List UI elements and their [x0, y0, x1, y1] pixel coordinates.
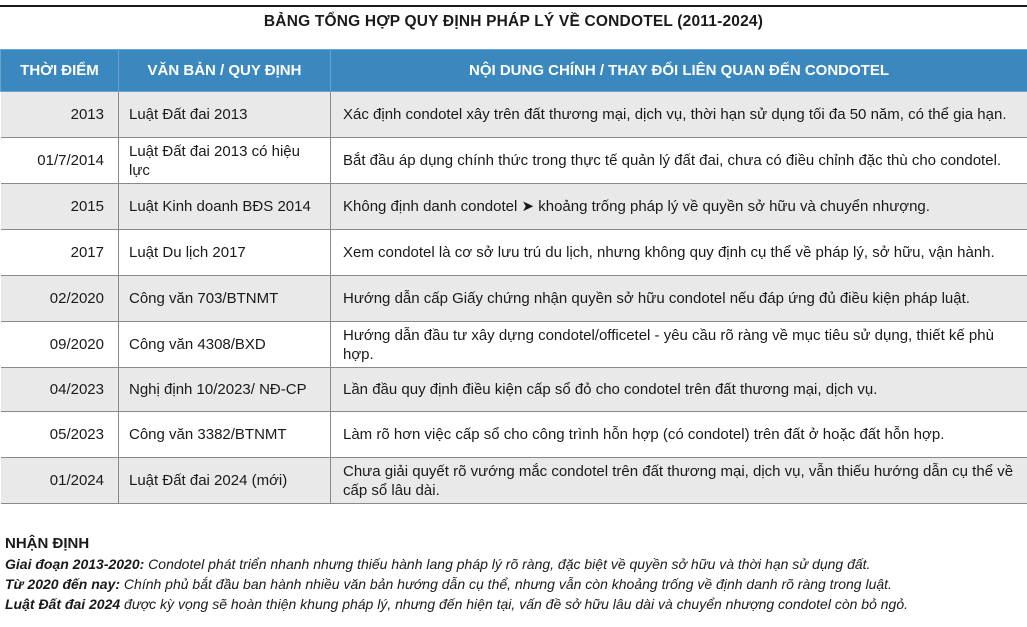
row-content: Xác định condotel xây trên đất thương mại, dịch vụ, thời hạn sử dụng tối đa 50 năm, có thể gia hạn. — [331, 92, 1027, 138]
row-document: Nghị định 10/2023/ NĐ-CP — [119, 368, 331, 412]
arrow-icon: ➤ — [521, 198, 535, 215]
row-time: 2015 — [1, 184, 119, 230]
row-document: Công văn 703/BTNMT — [119, 276, 331, 322]
row-content: Chưa giải quyết rõ vướng mắc condotel trên đất thương mại, dịch vụ, vẫn thiếu hướng dẫn cụ thể về cấp sổ lâu dài. — [331, 458, 1027, 504]
assessment-label: Từ 2020 đến nay: — [5, 576, 121, 592]
table-row — [1, 230, 1027, 276]
header-document: VĂN BẢN / QUY ĐỊNH — [119, 50, 331, 92]
assessment-text: Chính phủ bắt đầu ban hành nhiều văn bản hướng dẫn cụ thể, nhưng vẫn còn khoảng trống về định danh rõ ràng trong luật. — [120, 576, 892, 592]
table-row — [1, 458, 1027, 504]
row-content — [331, 184, 1027, 230]
table-row — [1, 138, 1027, 184]
table-row — [1, 412, 1027, 458]
row-time: 09/2020 — [1, 322, 119, 368]
content-part: khoảng trống pháp lý về quyền sở hữu và chuyển nhượng. — [538, 198, 930, 215]
top-rule — [0, 5, 1027, 7]
row-time: 02/2020 — [1, 276, 119, 322]
row-content: Hướng dẫn đầu tư xây dựng condotel/officetel - yêu cầu rõ ràng về mục tiêu sử dụng, thiết kế phù hợp. — [331, 322, 1027, 368]
table-row — [1, 368, 1027, 412]
table-header-row — [1, 50, 1027, 92]
table-row — [1, 322, 1027, 368]
regulation-table — [0, 49, 1027, 504]
row-document: Công văn 4308/BXD — [119, 322, 331, 368]
table-row — [1, 184, 1027, 230]
assessment-item — [5, 574, 1025, 594]
row-time: 05/2023 — [1, 412, 119, 458]
row-content: Lần đầu quy định điều kiện cấp sổ đỏ cho condotel trên đất thương mại, dịch vụ. — [331, 368, 1027, 412]
row-time: 04/2023 — [1, 368, 119, 412]
row-document: Luật Đất đai 2024 (mới) — [119, 458, 331, 504]
assessment-text: Condotel phát triển nhanh nhưng thiếu hành lang pháp lý rõ ràng, đặc biệt về quyền sở hữu và thời hạn sử dụng đất. — [144, 556, 871, 572]
assessment-text: được kỳ vọng sẽ hoàn thiện khung pháp lý, nhưng đến hiện tại, vấn đề sở hữu lâu dài và chuyển nhượng condotel còn bỏ ngỏ. — [120, 596, 909, 612]
assessment-section — [5, 535, 1025, 614]
row-document: Luật Đất đai 2013 — [119, 92, 331, 138]
row-content: Xem condotel là cơ sở lưu trú du lịch, nhưng không quy định cụ thể về pháp lý, sở hữu, vận hành. — [331, 230, 1027, 276]
table-row — [1, 276, 1027, 322]
assessment-item — [5, 554, 1025, 574]
assessment-label: Giai đoạn 2013-2020: — [5, 556, 145, 572]
table-row — [1, 92, 1027, 138]
content-part: Không định danh condotel — [343, 198, 518, 215]
row-time: 2013 — [1, 92, 119, 138]
header-time: THỜI ĐIỂM — [1, 50, 119, 92]
row-content: Hướng dẫn cấp Giấy chứng nhận quyền sở hữu condotel nếu đáp ứng đủ điều kiện pháp luật. — [331, 276, 1027, 322]
row-document: Luật Du lịch 2017 — [119, 230, 331, 276]
page-title: BẢNG TỔNG HỢP QUY ĐỊNH PHÁP LÝ VỀ CONDOTEL (2011-2024) — [263, 13, 764, 30]
row-document: Công văn 3382/BTNMT — [119, 412, 331, 458]
row-document: Luật Kinh doanh BĐS 2014 — [119, 184, 331, 230]
header-content: NỘI DUNG CHÍNH / THAY ĐỔI LIÊN QUAN ĐẾN CONDOTEL — [331, 50, 1027, 92]
row-time: 2017 — [1, 230, 119, 276]
assessment-label: Luật Đất đai 2024 — [5, 596, 121, 612]
row-content: Làm rõ hơn việc cấp sổ cho công trình hỗn hợp (có condotel) trên đất ở hoặc đất hỗn hợp. — [331, 412, 1027, 458]
row-content: Bắt đầu áp dụng chính thức trong thực tế quản lý đất đai, chưa có điều chỉnh đặc thù cho condotel. — [331, 138, 1027, 184]
assessment-title: NHẬN ĐỊNH — [5, 535, 90, 552]
row-time: 01/2024 — [1, 458, 119, 504]
assessment-item — [5, 594, 1025, 614]
row-document: Luật Đất đai 2013 có hiệu lực — [119, 138, 331, 184]
row-time: 01/7/2014 — [1, 138, 119, 184]
